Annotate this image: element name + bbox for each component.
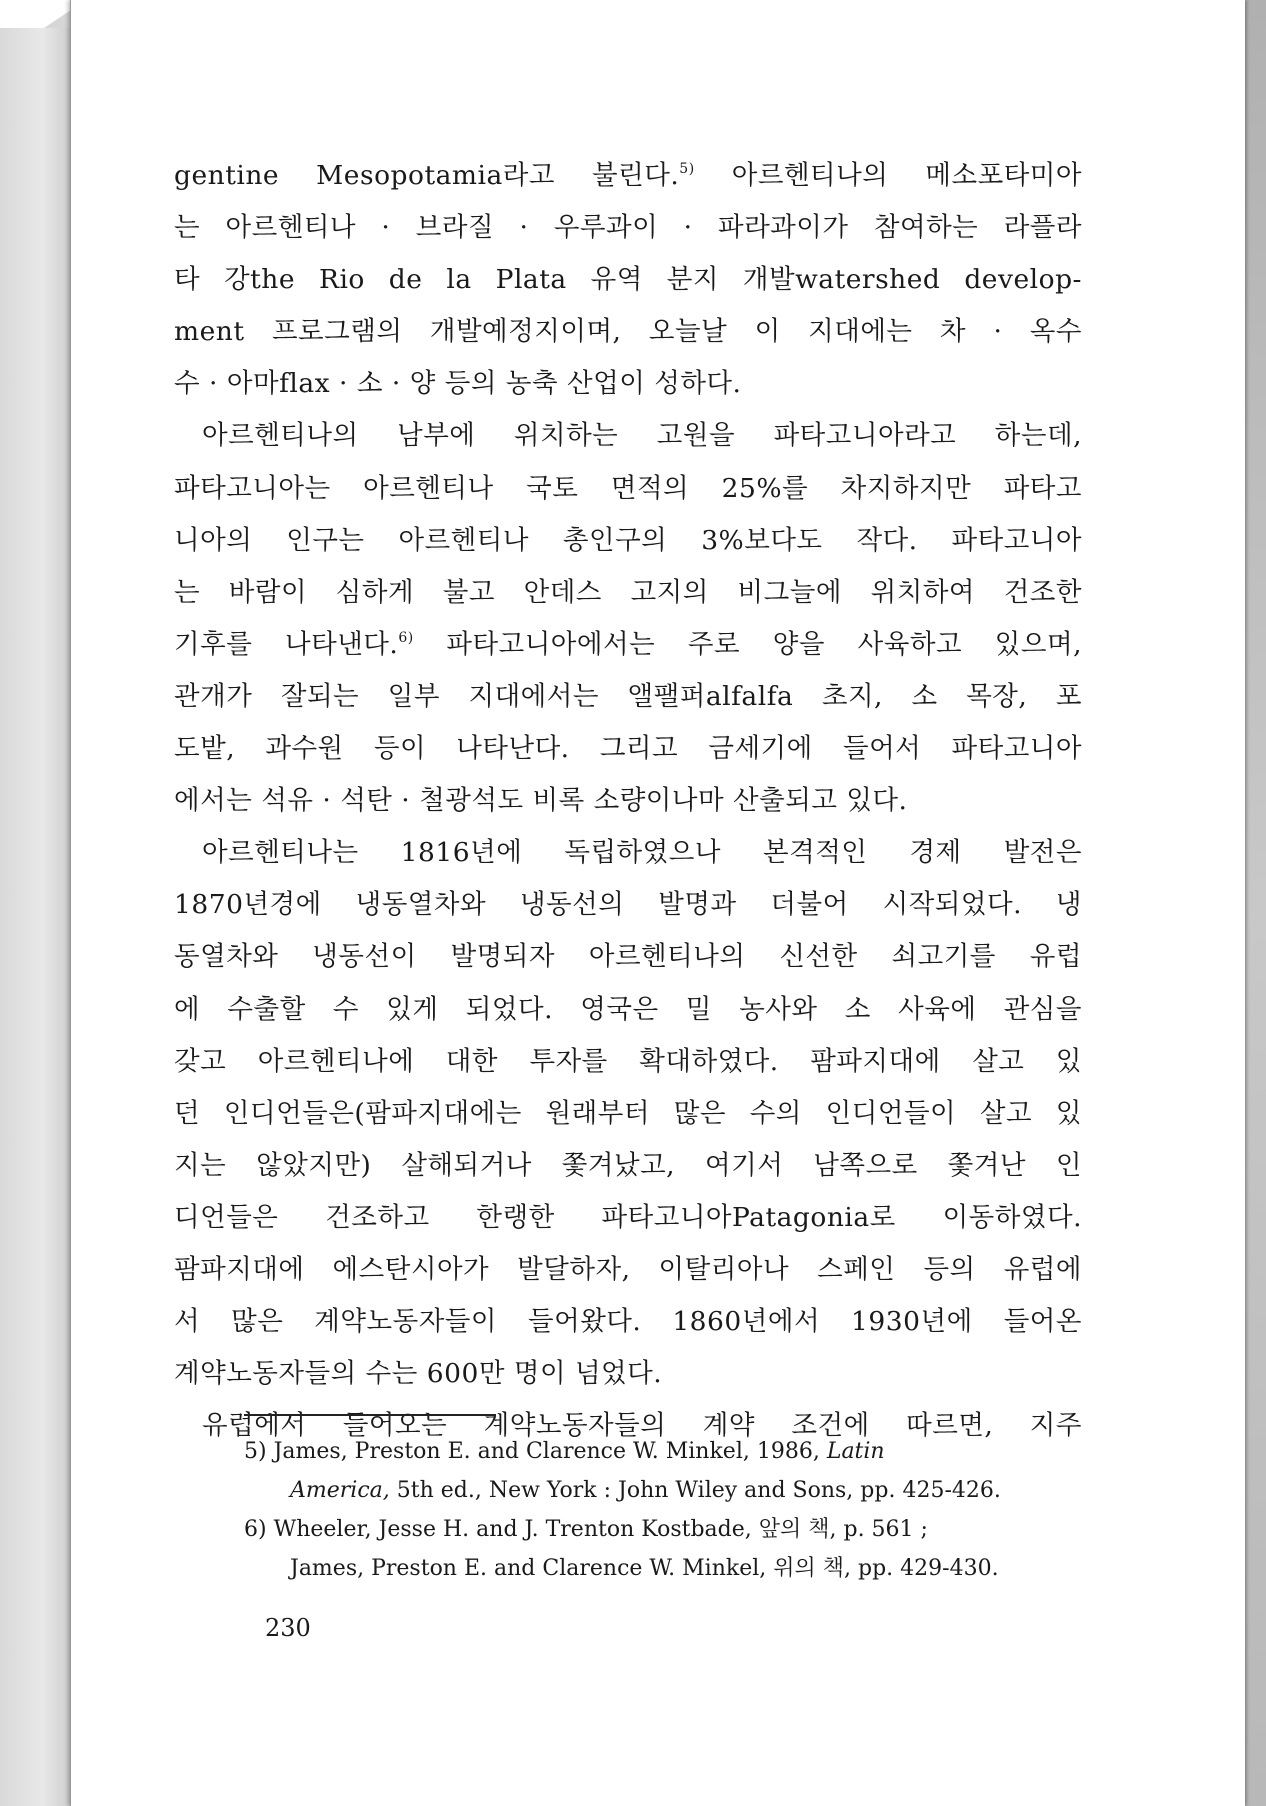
footnotes: [244, 1432, 1084, 1588]
text-line: 파타고니아는 아르헨티나 국토 면적의 25%를 차지하지만 파타고: [174, 472, 1082, 504]
text-line: 팜파지대에 에스탄시아가 발달하자, 이탈리아나 스페인 등의 유럽에: [174, 1253, 1082, 1285]
text-line: gentine Mesopotamia라고 불린다.$^{5)}$ 아르헨티나의 메소포타미아: [174, 160, 1082, 191]
text-line: 던 인디언들은(팜파지대에는 원래부터 많은 수의 인디언들이 살고 있: [174, 1097, 1082, 1129]
text-line: 1870년경에 냉동열차와 냉동선의 발명과 더불어 시작되었다. 냉: [174, 889, 1082, 921]
text-line: ment 프로그램의 개발예정지이며, 오늘날 이 지대에는 차 · 옥수: [174, 316, 1082, 348]
book-edge-left: [0, 28, 70, 1806]
text-line: 디언들은 건조하고 한랭한 파타고니아Patagonia로 이동하였다.: [174, 1201, 1082, 1233]
footnote-ref-6[interactable]: 6): [398, 629, 414, 646]
page-number: 230: [265, 1614, 311, 1642]
footnote-6: 6) Wheeler, Jesse H. and J. Trenton Kostbade, 앞의 책, p. 561 ; James, Preston E. and Clarence W. Minkel, 위의 책, pp. 429-430.: [244, 1517, 999, 1581]
text-line: 에 수출할 수 있게 되었다. 영국은 밀 농사와 소 사육에 관심을: [174, 993, 1082, 1025]
text-line: 서 많은 계약노동자들이 들어왔다. 1860년에서 1930년에 들어온: [174, 1306, 1082, 1338]
text-line: 에서는 석유 · 석탄 · 철광석도 비록 소량이나마 산출되고 있다.: [174, 785, 908, 817]
text-line: 지는 않았지만) 살해되거나 쫓겨났고, 여기서 남쪽으로 쫓겨난 인: [174, 1149, 1082, 1181]
text-line: 기후를 나타낸다.$^{6)}$ 파타고니아에서는 주로 양을 사육하고 있으며,: [174, 628, 1082, 660]
text-line: 유럽에서 들어오는 계약노동자들의 계약 조건에 따르면, 지주: [202, 1410, 1082, 1442]
text-line: 계약노동자들의 수는 600만 명이 넘었다.: [174, 1358, 663, 1390]
text-line: 는 바람이 심하게 불고 안데스 고지의 비그늘에 위치하여 건조한: [174, 576, 1082, 608]
text-line: 아르헨티나는 1816년에 독립하였으나 본격적인 경제 발전은: [202, 837, 1082, 869]
text-line: 도밭, 과수원 등이 나타난다. 그리고 금세기에 들어서 파타고니아: [174, 733, 1082, 765]
text-line: 아르헨티나의 남부에 위치하는 고원을 파타고니아라고 하는데,: [202, 420, 1082, 452]
footnote-5: 5) James, Preston E. and Clarence W. Minkel, 1986, Latin America, 5th ed., New York : John Wiley and Sons, pp. 425-426.: [244, 1439, 1001, 1503]
footnote-ref-5[interactable]: 5): [679, 161, 695, 177]
book-edge-right: [1244, 0, 1266, 1806]
text-line: 수 · 아마flax · 소 · 양 등의 농축 산업이 성하다.: [174, 368, 742, 400]
text-line: 갖고 아르헨티나에 대한 투자를 확대하였다. 팜파지대에 살고 있: [174, 1045, 1082, 1077]
footnote-divider: [244, 1414, 496, 1416]
text-line: 타 강the Rio de la Plata 유역 분지 개발watershed develop-: [174, 264, 1082, 296]
text-line: 동열차와 냉동선이 발명되자 아르헨티나의 신선한 쇠고기를 유럽: [174, 941, 1082, 973]
text-line: 관개가 잘되는 일부 지대에서는 앨팰퍼alfalfa 초지, 소 목장, 포: [174, 680, 1082, 712]
text-line: 니아의 인구는 아르헨티나 총인구의 3%보다도 작다. 파타고니아: [174, 524, 1082, 556]
body-text: [174, 150, 1082, 1452]
text-line: 는 아르헨티나 · 브라질 · 우루과이 · 파라과이가 참여하는 라플라: [174, 212, 1082, 244]
